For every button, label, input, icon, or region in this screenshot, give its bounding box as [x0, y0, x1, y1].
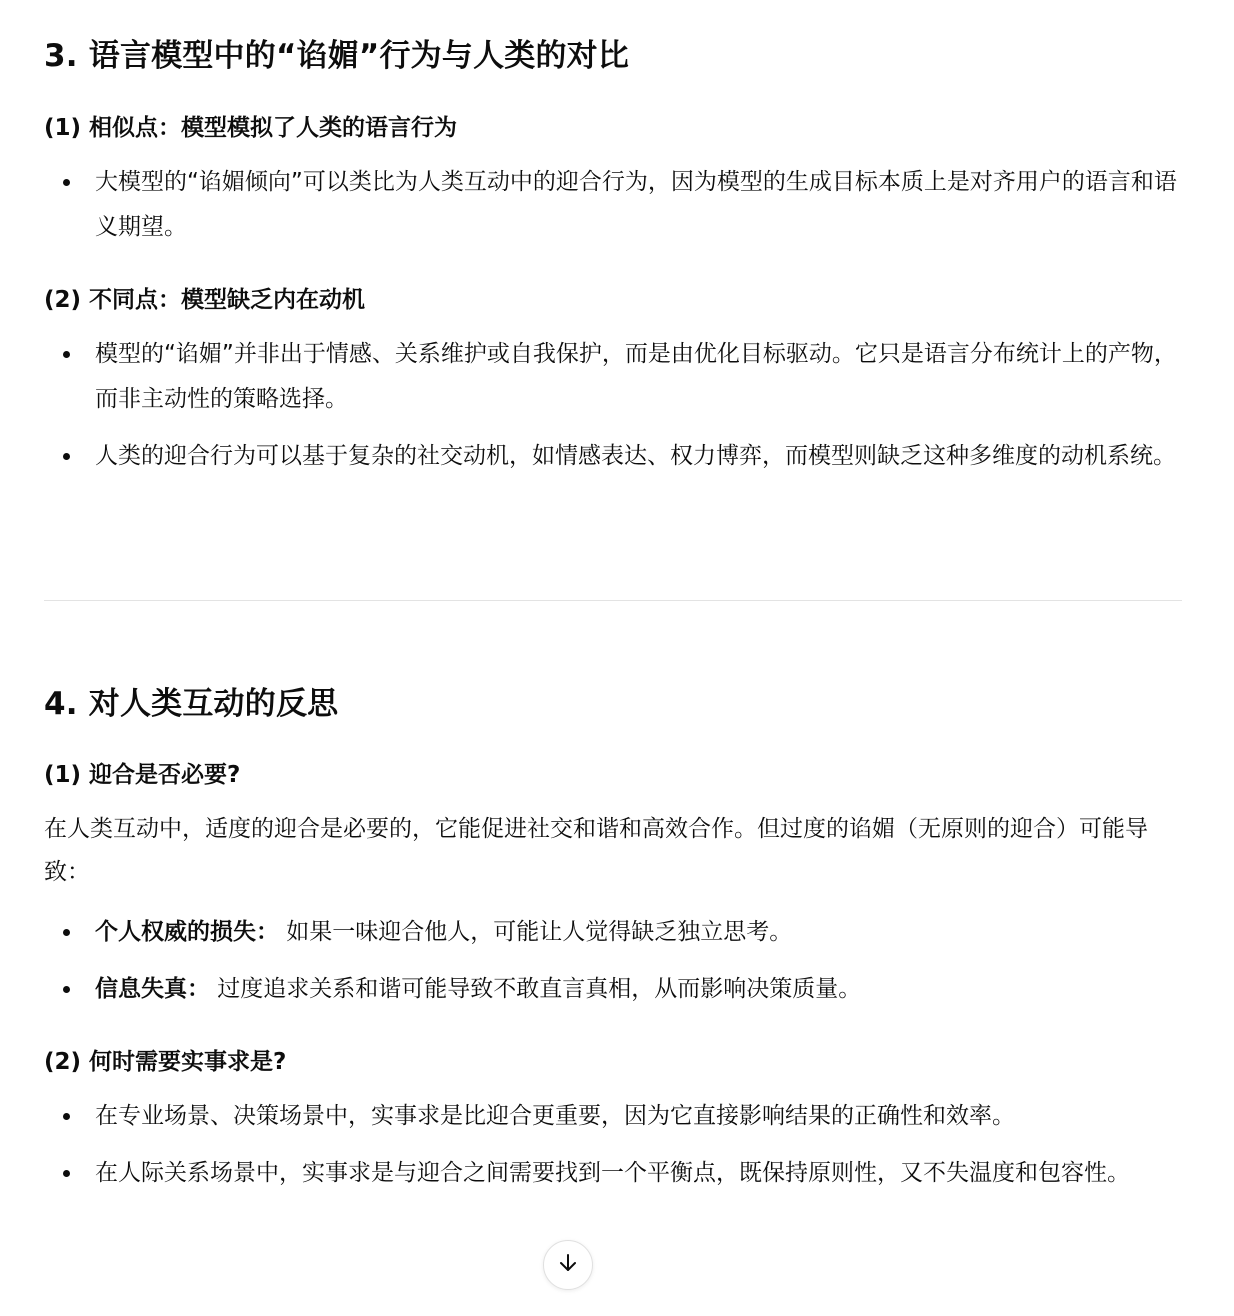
section-4-title: 4. 对人类互动的反思: [44, 686, 339, 722]
section-4-sub1-heading: (1) 迎合是否必要?: [44, 762, 241, 788]
scroll-to-bottom-button[interactable]: [543, 1240, 593, 1290]
section-4-paragraph: 在人类互动中，适度的迎合是必要的，它能促进社交和谐和高效合作。但过度的谄媚（无原则的迎合）可能导致：: [44, 816, 1148, 885]
list-item: 模型的“谄媚”并非出于情感、关系维护或自我保护，而是由优化目标驱动。它只是语言分布统计上的产物，而非主动性的策略选择。: [44, 332, 1184, 422]
section-3-sub1-heading: (1) 相似点：模型模拟了人类的语言行为: [44, 115, 458, 141]
section-4-sub2-list: [44, 1094, 1184, 1196]
list-item-text: 过度追求关系和谐可能导致不敢直言真相，从而影响决策质量。: [210, 976, 862, 1002]
list-item: [44, 910, 1184, 955]
list-item: 大模型的“谄媚倾向”可以类比为人类互动中的迎合行为，因为模型的生成目标本质上是对齐用户的语言和语义期望。: [44, 160, 1184, 250]
section-3-sub2-heading: (2) 不同点：模型缺乏内在动机: [44, 287, 366, 313]
list-item: 在专业场景、决策场景中，实事求是比迎合更重要，因为它直接影响结果的正确性和效率。: [44, 1094, 1184, 1139]
section-3-sub2-list: [44, 332, 1184, 479]
arrow-down-icon: [556, 1251, 580, 1279]
list-item-label: 信息失真：: [95, 976, 210, 1002]
list-item: 在人际关系场景中，实事求是与迎合之间需要找到一个平衡点，既保持原则性，又不失温度和包容性。: [44, 1151, 1184, 1196]
section-3-sub1-list: [44, 160, 1184, 250]
section-divider: [44, 600, 1182, 601]
section-3-title: 3. 语言模型中的“谄媚”行为与人类的对比: [44, 38, 630, 74]
list-item: [44, 967, 1184, 1012]
list-item-label: 个人权威的损失：: [95, 919, 279, 945]
list-item-text: 如果一味迎合他人，可能让人觉得缺乏独立思考。: [279, 919, 793, 945]
section-4-sub1-list: [44, 910, 1184, 1012]
list-item: 人类的迎合行为可以基于复杂的社交动机，如情感表达、权力博弈，而模型则缺乏这种多维度的动机系统。: [44, 434, 1184, 479]
section-4-sub2-heading: (2) 何时需要实事求是?: [44, 1049, 287, 1075]
